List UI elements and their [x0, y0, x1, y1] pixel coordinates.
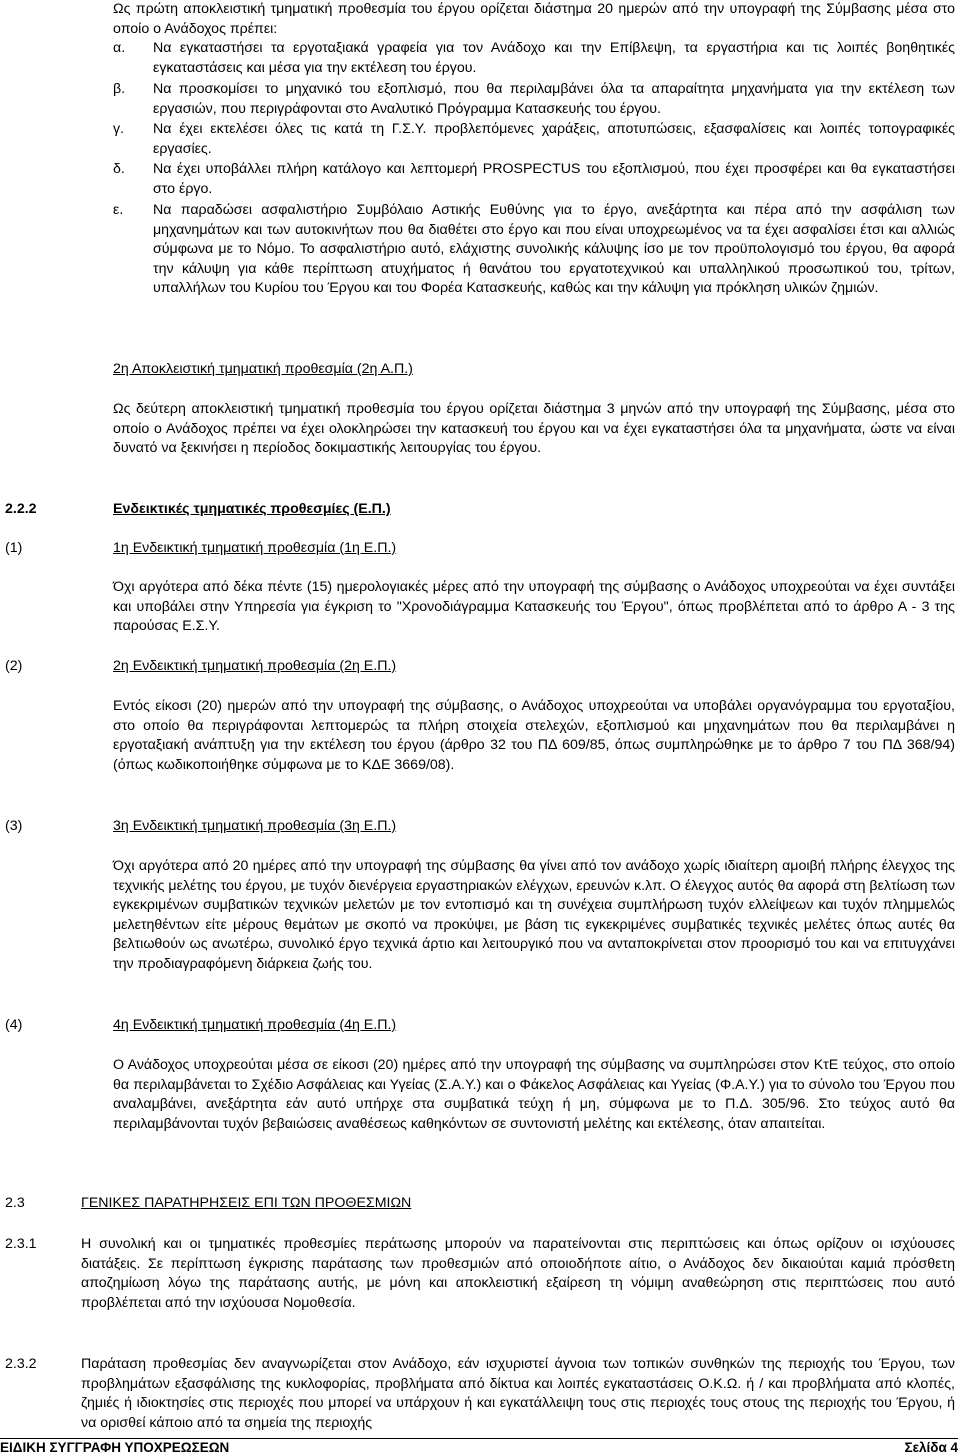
second-deadline-title: 2η Αποκλειστική τμηματική προθεσμία (2η Α.Π.): [113, 361, 413, 377]
section-2-2-2-heading: [5, 500, 391, 520]
list-item-text: Να έχει υποβάλλει πλήρη κατάλογο και λεπτομερή PROSPECTUS του εξοπλισμού, που έχει προσφέρει και θα εγκαταστήσει στο έργο.: [153, 161, 955, 197]
list-item-label: ε.: [113, 202, 124, 218]
indicative-4-text: Ο Ανάδοχος υποχρεούται μέσα σε είκοσι (20) ημέρες από την υπογραφή της σύμβασης να συμπληρώσει στον ΚτΕ τεύχος, στο οποίο θα περιλαμβάνεται το Σχέδιο Ασφάλειας και Υγείας (Σ.Α.Υ.) και ο Φάκελος Ασφάλειας και Υγείας (Φ.Α.Υ.) για το σύνολο του Έργου που αναλαμβάνει, ανεξάρτητα εάν αυτό υπήρχε στα συμβατικά τεύχη ή μη, σύμφωνα με το Π.Δ. 305/96. Στο τεύχος αυτό θα περιλαμβάνονται τυχόν βεβαιώσεις αναθέσεως καθηκόντων σε συντονιστή μελέτης και εκτέλεσης, όταν απαιτείται.: [113, 1057, 955, 1132]
section-2-3-2: [5, 1355, 955, 1433]
indicative-number: (3): [5, 818, 23, 834]
indicative-title: 2η Ενδεικτική τμηματική προθεσμία (2η Ε.Π.): [113, 658, 397, 674]
list-item-a: [113, 39, 955, 78]
list-item-label: β.: [113, 81, 126, 97]
indicative-title: 4η Ενδεικτική τμηματική προθεσμία (4η Ε.Π.): [113, 1017, 397, 1033]
indicative-3-text: Όχι αργότερα από 20 ημέρες από την υπογραφή της σύμβασης θα γίνει από τον ανάδοχο χωρίς ιδιαίτερη αμοιβή πλήρης έλεγχος της τεχνικής μελέτης του έργου, με τυχόν διενέργεια εργαστηριακών ελέγχων, ερευνών κ.λπ. Ο έλεγχος αυτός θα αφορά στη βελτίωση των εγκεκριμένων συμβατικών τεχνικών μελετών με τον εντοπισμό και τη συνέχεια συμπλήρωση τυχόν ελλείψεων και τυχόν πλημμελώς μελετηθέντων είτε μέρους θεμάτων με σκοπό να προκύψει, με βάση τις εγκεκριμένες συμβατικές τεχνικές μελέτες όπως αυτές θα βελτιωθούν ως ανωτέρω, συνολικό έργο τεχνικά άρτιο και λειτουργικό που να ανταποκρίνεται στον προορισμό του και να επιτυγχάνει την προδιαγραφόμενη διάρκεια ζωής του.: [113, 858, 955, 972]
list-item-label: γ.: [113, 121, 125, 137]
section-number: 2.2.2: [5, 501, 37, 517]
indicative-number: (1): [5, 540, 23, 556]
indicative-3-heading: [5, 817, 396, 837]
list-item-text: Να εγκαταστήσει τα εργοταξιακά γραφεία για τον Ανάδοχο και την Επίβλεψη, τα εργαστήρια και τις λοιπές βοηθητικές εγκαταστάσεις και μέσα για την εκτέλεση του έργου.: [153, 40, 955, 76]
indicative-number: (2): [5, 658, 23, 674]
indicative-1-text: Όχι αργότερα από δέκα πέντε (15) ημερολογιακές μέρες από την υπογραφή της σύμβασης ο Ανάδοχος υποχρεούται να έχει συντάξει και υποβάλει στην Υπηρεσία για έγκριση το "Χρονοδιάγραμμα Κατασκευής του Έργου", όπως προβλέπεται από το άρθρο Α - 3 της παρούσας Ε.Σ.Υ.: [113, 579, 955, 634]
footer-divider: [0, 1438, 958, 1439]
indicative-title: 1η Ενδεικτική τμηματική προθεσμία (1η Ε.Π.): [113, 540, 397, 556]
indicative-1-heading: [5, 539, 396, 559]
intro-paragraph: Ως πρώτη αποκλειστική τμηματική προθεσμία του έργου ορίζεται διάστημα 20 ημερών από την υπογραφή της Σύμβασης μέσα στο οποίο ο Ανάδοχος πρέπει:: [113, 1, 955, 37]
section-number: 2.3: [5, 1195, 25, 1211]
list-item-text: Να προσκομίσει το μηχανικό του εξοπλισμό, που θα περιλαμβάνει όλα τα απαραίτητα μηχανήματα για την εκτέλεση των εργασιών, που περιγράφονται στο Αναλυτικό Πρόγραμμα Κατασκευής του έργου.: [153, 81, 955, 117]
indicative-4-heading: [5, 1016, 396, 1036]
section-number: 2.3.1: [5, 1236, 37, 1252]
second-deadline-heading: [113, 360, 413, 380]
indicative-title: 3η Ενδεικτική τμηματική προθεσμία (3η Ε.Π.): [113, 818, 397, 834]
section-text: Η συνολική και οι τμηματικές προθεσμίες περάτωσης μπορούν να παρατείνονται στις περιπτώσεις και όπως ορίζουν οι ισχύουσες διατάξεις. Σε περίπτωση έγκρισης παράτασης των προθεσμιών από οποιοδήποτε αίτιο, ο Ανάδοχος δεν δικαιούται καμιά πρόσθετη αποζημίωση λόγω της παράτασης αυτής, με μόνη και αποκλειστική εξαίρεση τη νόμιμη αναθεώρηση στις περιπτώσεις που αυτό προβλέπεται από την ισχύουσα Νομοθεσία.: [81, 1236, 955, 1311]
list-item-e: [113, 201, 955, 299]
list-item-text: Να παραδώσει ασφαλιστήριο Συμβόλαιο Αστικής Ευθύνης για το έργο, ανεξάρτητα και πέρα από την ασφάλιση των μηχανημάτων και των αυτοκινήτων που θα διαθέτει στο έργο και που είναι υποχρεωμένος να τα έχει ασφαλίσει έτσι και αλλιώς σύμφωνα με το Νόμο. Το ασφαλιστήριο αυτό, ελάχιστης συνολικής κάλυψης ίσο με τον προϋπολογισμό του έργου, θα αφορά την κάλυψη για κάθε περίπτωση ατυχήματος ή θανάτου του εργατοτεχνικού και υπαλληλικού προσωπικού του, τρίτων, υπαλλήλων του Κυρίου του Έργου και του Φορέα Κατασκευής, καθώς και την κάλυψη για πρόκληση υλικών ζημιών.: [153, 202, 955, 296]
list-item-label: δ.: [113, 161, 125, 177]
page-footer: [0, 1440, 958, 1455]
footer-document-title: ΕΙΔΙΚΗ ΣΥΓΓΡΑΦΗ ΥΠΟΧΡΕΩΣΕΩΝ: [0, 1440, 230, 1455]
section-text: Παράταση προθεσμίας δεν αναγνωρίζεται στον Ανάδοχο, εάν ισχυριστεί άγνοια των τοπικών συνθηκών της περιοχής του Έργου, των προβλημάτων εξασφάλισης της κυκλοφορίας, προβλήματα από δίκτυα και λοιπές εγκαταστάσεις Ο.Κ.Ω. ή / και προβλήματα από κλοπές, ζημιές ή ιδιοκτησίες στις περιοχές που μπορεί να υπάρχουν ή και εγκατάλλειψη τους στις περιοχές τους στους της περιοχής του Έργου, ή να ορισθεί κάποιο από τα σημεία της περιοχής: [81, 1356, 955, 1431]
footer-page-number: Σελίδα 4: [904, 1440, 958, 1455]
indicative-number: (4): [5, 1017, 23, 1033]
section-title: ΓΕΝΙΚΕΣ ΠΑΡΑΤΗΡΗΣΕΙΣ ΕΠΙ ΤΩΝ ΠΡΟΘΕΣΜΙΩΝ: [81, 1195, 412, 1211]
section-number: 2.3.2: [5, 1356, 37, 1372]
list-item-label: α.: [113, 40, 126, 56]
list-item-b: [113, 80, 955, 119]
list-item-text: Να έχει εκτελέσει όλες τις κατά τη Γ.Σ.Υ. προβλεπόμενες χαράξεις, αποτυπώσεις, εξασφαλίσεις και λοιπές τοπογραφικές εργασίες.: [153, 121, 955, 157]
section-2-3-heading: [5, 1194, 411, 1214]
indicative-2-heading: [5, 657, 396, 677]
list-item-c: [113, 120, 955, 159]
section-2-3-1: [5, 1235, 955, 1313]
second-deadline-text: Ως δεύτερη αποκλειστική τμηματική προθεσμία του έργου ορίζεται διάστημα 3 μηνών από την υπογραφή της Σύμβασης, μέσα στο οποίο ο Ανάδοχος πρέπει να έχει ολοκληρώσει την κατασκευή του έργου και να έχει εγκαταστήσει όλα τα μηχανήματα, ώστε να είναι δυνατό να ξεκινήσει η περίοδος δοκιμαστικής λειτουργίας του έργου.: [113, 401, 955, 456]
list-item-d: [113, 160, 955, 199]
section-title: Ενδεικτικές τμηματικές προθεσμίες (Ε.Π.): [113, 501, 391, 517]
indicative-2-text: Εντός είκοσι (20) ημερών από την υπογραφή της σύμβασης, ο Ανάδοχος υποχρεούται να υποβάλει οργανόγραμμα του εργοταξίου, στο οποίο θα περιγράφονται λεπτομερώς τα πλήρη στοιχεία στελεχών, εξοπλισμού και μηχανημάτων που θα περιλαμβάνει η εργοταξιακή ανάπτυξη για την εκτέλεση του έργου (άρθρο 32 του ΠΔ 609/85, όπως συμπληρώθηκε με το άρθρο 7 του ΠΔ 368/94) (όπως κωδικοποιήθηκε σύμφωνα με το ΚΔΕ 3669/08).: [113, 698, 955, 773]
